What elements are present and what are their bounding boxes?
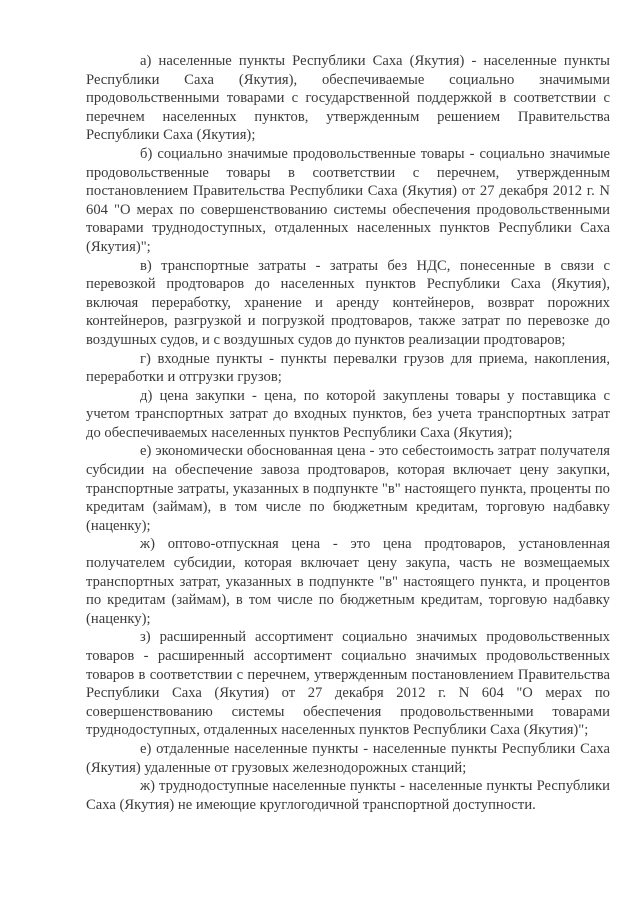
- document-body: [86, 52, 610, 814]
- paragraph-d: д) цена закупки - цена, по которой закуплены товары у поставщика с учетом транспортных затрат до входных пунктов, без учета транспортных затрат до обеспечиваемых населенных пунктов Республики Саха (Якутия);: [86, 387, 610, 441]
- paragraph-v: в) транспортные затраты - затраты без НДС, понесенные в связи с перевозкой продтоваров до населенных пунктов Республики Саха (Якутия), включая переработку, хранение и аренду контейнеров, возврат порожних контейнеров, разгрузкой и погрузкой продтоваров, также затрат по перевозке до воздушных судов, и с воздушных судов до пунктов реализации продтоваров;: [86, 257, 610, 348]
- paragraph-e-remote: е) отдаленные населенные пункты - населенные пункты Республики Саха (Якутия) удаленные от грузовых железнодорожных станций;: [86, 740, 610, 776]
- paragraph-zh-inaccessible: ж) труднодоступные населенные пункты - населенные пункты Республики Саха (Якутия) не имеющие круглогодичной транспортной доступности.: [86, 778, 610, 813]
- paragraph-z: з) расширенный ассортимент социально значимых продовольственных товаров - расширенный ассортимент социально значимых продовольственных товаров в соответствии с перечнем, утвержденным постановлением Правительства Республики Саха (Якутия) от 27 декабря 2012 г. N 604 "О мерах по совершенствованию системы обеспечения продовольственными товарами труднодоступных, отдаленных населенных пунктов Республики Саха (Якутия)";: [86, 629, 610, 739]
- paragraph-b: б) социально значимые продовольственные товары - социально значимые продовольственные товары в соответствии с перечнем, утвержденным постановлением Правительства Республики Саха (Якутия) от 27 декабря 2012 г. N 604 "О мерах по совершенствованию системы обеспечения продовольственными товарами труднодоступных, отдаленных населенных пунктов Республики Саха (Якутия)";: [86, 145, 610, 255]
- paragraph-zh: ж) оптово-отпускная цена - это цена продтоваров, установленная получателем субсидии, которая включает цену закупа, часть не возмещаемых транспортных затрат, указанных в подпункте "в" настоящего пункта, и процентов по кредитам (займам), в том числе по бюджетным кредитам, торговую надбавку (наценку);: [86, 536, 610, 627]
- paragraph-a: а) населенные пункты Республики Саха (Якутия) - населенные пункты Республики Саха (Якутия), обеспечиваемые социально значимыми продовольственными товарами с государственной поддержкой в соответствии с перечнем населенных пунктов, утвержденным решением Правительства Республики Саха (Якутия);: [86, 53, 610, 144]
- paragraph-g: г) входные пункты - пункты перевалки грузов для приема, накопления, переработки и отгрузки грузов;: [86, 350, 610, 386]
- paragraph-e: е) экономически обоснованная цена - это себестоимость затрат получателя субсидии на обеспечение завоза продтоваров, которая включает цену закупки, транспортные затраты, указанных в подпункте "в" настоящего пункта, проценты по кредитам (займам), в том числе по бюджетным кредитам, торговую надбавку (наценку);: [86, 443, 610, 534]
